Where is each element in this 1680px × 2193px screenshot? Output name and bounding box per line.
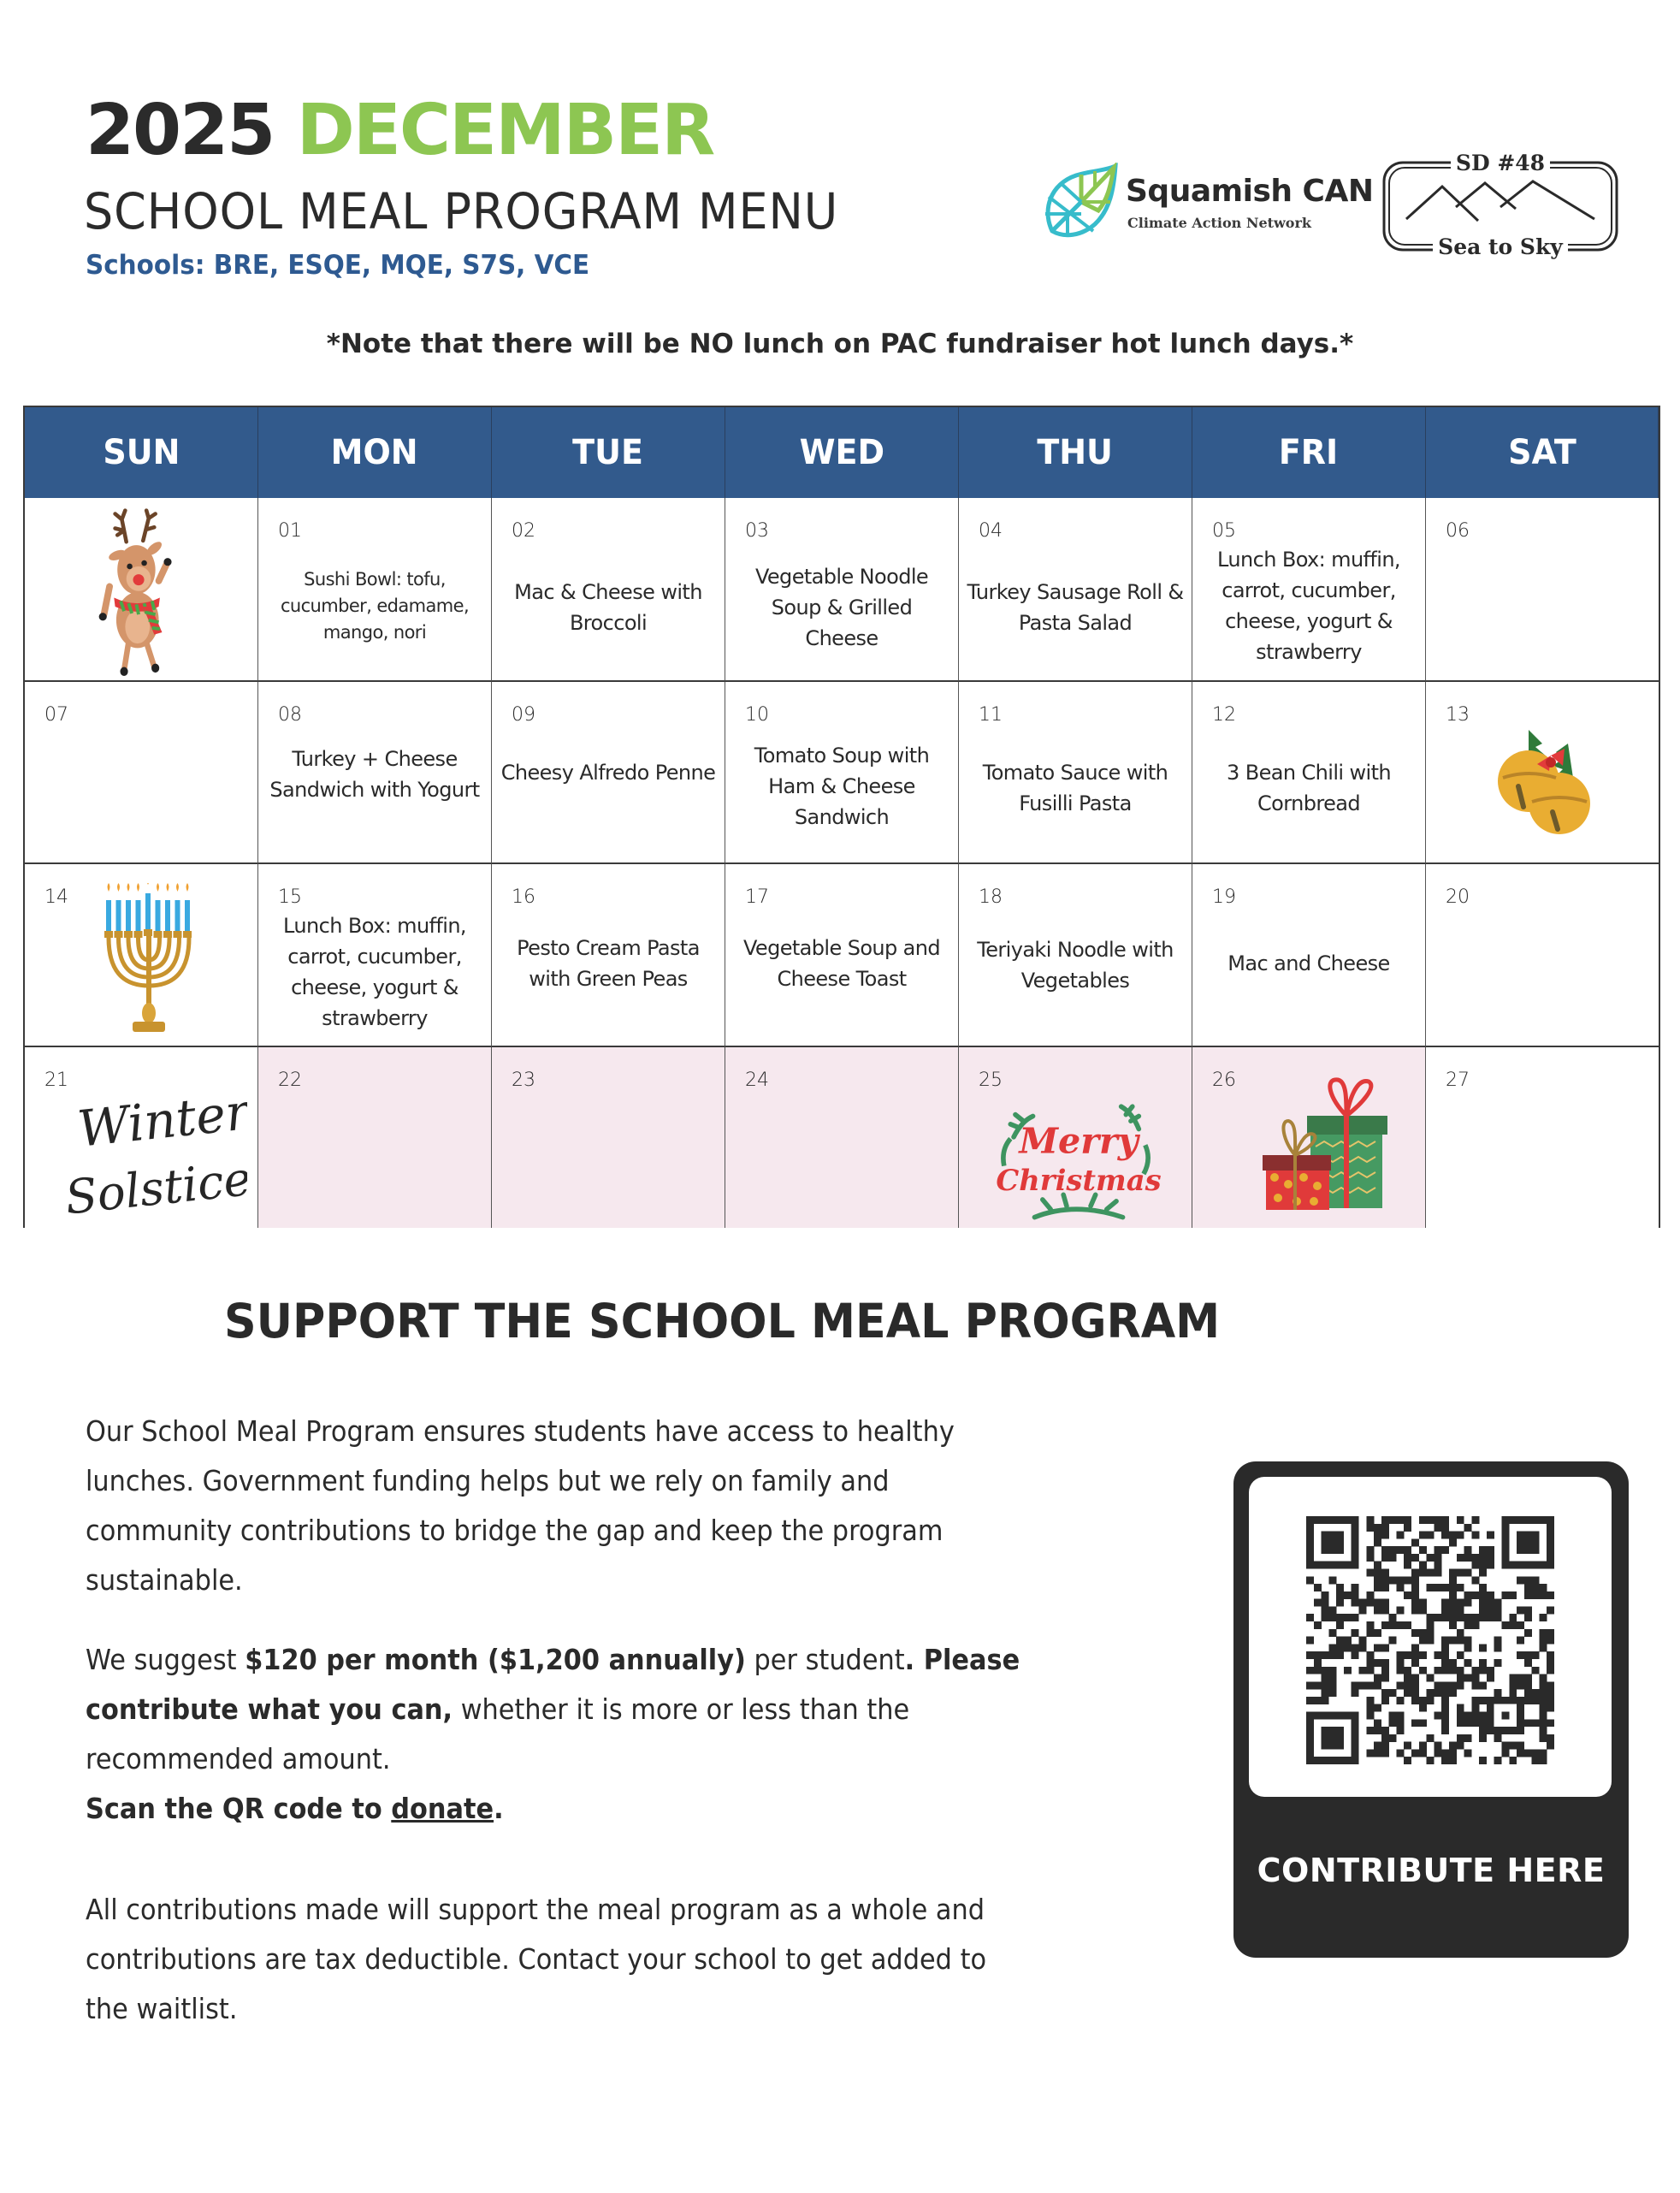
day-number: 05 <box>1212 520 1236 542</box>
day-header-label: SAT <box>1507 433 1576 472</box>
calendar-day-cell <box>492 864 725 1047</box>
calendar-day-cell <box>1192 682 1426 864</box>
paragraph-line <box>86 1635 1109 1685</box>
meal-item: Vegetable Soup and Cheese Toast <box>742 936 941 991</box>
svg-text:Solstice: Solstice <box>62 1151 247 1225</box>
donate-link[interactable]: donate <box>391 1792 494 1825</box>
calendar-day-cell <box>1192 864 1426 1047</box>
day-number: 06 <box>1446 520 1470 542</box>
text-run: whether it is more or less than the <box>453 1692 910 1726</box>
day-header-label: TUE <box>572 433 644 472</box>
svg-text:Winter: Winter <box>74 1088 247 1159</box>
calendar-day-cell <box>1192 1047 1426 1228</box>
meal-item: 3 Bean Chili with Cornbread <box>1227 761 1391 815</box>
meal-item: Mac & Cheese with Broccoli <box>514 580 702 635</box>
meal-item: Tomato Soup with Ham & Cheese Sandwich <box>754 744 930 829</box>
text-run-bold: . <box>494 1792 504 1825</box>
day-number: 03 <box>745 520 769 542</box>
calendar-day-cell <box>492 498 725 682</box>
paragraph-line: contributions are tax deductible. Contact your school to get added to <box>86 1942 987 1976</box>
meal-item: Teriyaki Noodle with Vegetables <box>977 938 1174 993</box>
meal-item: Turkey Sausage Roll & Pasta Salad <box>967 580 1184 635</box>
schools-list: Schools: BRE, ESQE, MQE, S7S, VCE <box>86 250 590 281</box>
day-number: 17 <box>745 886 769 908</box>
day-header-thu <box>959 407 1192 498</box>
day-header-sun <box>25 407 258 498</box>
calendar-day-cell <box>959 682 1192 864</box>
sd48-logo <box>1381 152 1620 260</box>
svg-text:Merry: Merry <box>1019 1119 1139 1162</box>
paragraph-line: lunches. Government funding helps but we rely on family and <box>86 1464 890 1497</box>
calendar-day-cell <box>25 682 258 864</box>
jingle-bells-icon <box>1494 718 1597 842</box>
menorah-icon <box>102 883 196 1041</box>
day-number: 16 <box>512 886 535 908</box>
day-number: 24 <box>745 1070 769 1091</box>
suggested-amount: $120 per month ($1,200 annually) <box>245 1643 746 1676</box>
calendar-day-cell <box>25 1047 258 1228</box>
day-header-mon <box>258 407 492 498</box>
day-number: 02 <box>512 520 535 542</box>
calendar-day-cell <box>725 864 959 1047</box>
day-number: 10 <box>745 704 769 726</box>
day-number: 20 <box>1446 886 1470 908</box>
meal-item: Turkey + Cheese Sandwich with Yogurt <box>269 747 480 802</box>
day-header-label: MON <box>331 433 418 472</box>
calendar-day-cell <box>258 864 492 1047</box>
tax-info <box>86 1885 1198 2034</box>
day-number: 01 <box>278 520 302 542</box>
day-header-label: WED <box>799 433 884 472</box>
meal-item: Pesto Cream Pasta with Green Peas <box>517 936 700 991</box>
calendar-day-cell <box>25 498 258 682</box>
meal-item: Tomato Sauce with Fusilli Pasta <box>982 761 1168 815</box>
squamish-can-tagline: Climate Action Network <box>1127 215 1311 231</box>
text-run-bold: . Please <box>904 1643 1020 1676</box>
qr-frame <box>1249 1477 1612 1797</box>
meal-item: Sushi Bowl: tofu, cucumber, edamame, mango, nori <box>280 569 470 643</box>
day-number: 25 <box>979 1070 1003 1091</box>
day-number: 18 <box>979 886 1003 908</box>
day-number: 13 <box>1446 704 1470 726</box>
meal-item: Lunch Box: muffin, carrot, cucumber, cheese, yogurt & strawberry <box>283 914 466 1030</box>
sea-to-sky-label: Sea to Sky <box>1381 236 1620 258</box>
calendar-day-cell <box>959 864 1192 1047</box>
day-number: 23 <box>512 1070 535 1091</box>
day-number: 09 <box>512 704 535 726</box>
squamish-can-name: Squamish CAN <box>1126 174 1374 209</box>
text-run: per student <box>745 1643 905 1676</box>
reindeer-icon <box>76 508 204 680</box>
paragraph-line: recommended amount. <box>86 1742 391 1775</box>
paragraph-line: sustainable. <box>86 1563 243 1597</box>
sd48-label: SD #48 <box>1381 152 1620 174</box>
contribute-qr-card[interactable] <box>1233 1461 1629 1958</box>
calendar-day-cell <box>725 1047 959 1228</box>
calendar-day-cell <box>492 1047 725 1228</box>
day-number: 07 <box>44 704 68 726</box>
page-title <box>86 90 714 171</box>
day-number: 08 <box>278 704 302 726</box>
day-number: 04 <box>979 520 1003 542</box>
calendar-day-cell <box>1426 1047 1659 1228</box>
day-header-tue <box>492 407 725 498</box>
day-number: 22 <box>278 1070 302 1091</box>
day-number: 11 <box>979 704 1003 726</box>
calendar-grid <box>23 406 1660 1228</box>
calendar-day-cell <box>725 682 959 864</box>
paragraph-line <box>86 1685 1109 1734</box>
winter-solstice-lettering <box>59 1088 247 1228</box>
day-number: 21 <box>44 1070 68 1091</box>
calendar-day-cell <box>492 682 725 864</box>
meal-item: Cheesy Alfredo Penne <box>500 761 716 785</box>
svg-text:Christmas: Christmas <box>996 1162 1162 1197</box>
support-section-title: SUPPORT THE SCHOOL MEAL PROGRAM <box>224 1294 1221 1348</box>
text-run: We suggest <box>86 1643 245 1676</box>
calendar-day-cell <box>25 864 258 1047</box>
day-header-label: THU <box>1037 433 1114 472</box>
day-number: 15 <box>278 886 302 908</box>
program-description <box>86 1407 1198 1605</box>
text-run-bold: Scan the QR code to <box>86 1792 392 1825</box>
page-subtitle: SCHOOL MEAL PROGRAM MENU <box>84 182 839 240</box>
day-header-wed <box>725 407 959 498</box>
merry-christmas-lettering <box>993 1097 1164 1228</box>
paragraph-line: community contributions to bridge the gap and keep the program <box>86 1514 944 1547</box>
paragraph-line: Our School Meal Program ensures students have access to healthy <box>86 1414 955 1448</box>
meal-item: Vegetable Noodle Soup & Grilled Cheese <box>754 565 929 650</box>
day-number: 12 <box>1212 704 1236 726</box>
calendar-day-cell <box>1426 682 1659 864</box>
leaf-logo-icon <box>1042 163 1119 240</box>
day-number: 14 <box>44 886 68 908</box>
title-month: DECEMBER <box>296 90 714 171</box>
calendar-day-cell <box>725 498 959 682</box>
day-number: 19 <box>1212 886 1236 908</box>
text-run-bold: contribute what you can, <box>86 1692 453 1726</box>
contribute-here-label: CONTRIBUTE HERE <box>1257 1852 1606 1889</box>
day-header-sat <box>1426 407 1659 498</box>
meal-item: Mac and Cheese <box>1227 951 1390 975</box>
paragraph-line <box>86 1784 1109 1834</box>
day-header-label: FRI <box>1279 433 1339 472</box>
day-number: 26 <box>1212 1070 1236 1091</box>
no-lunch-note: *Note that there will be NO lunch on PAC fundraiser hot lunch days.* <box>326 329 1354 359</box>
paragraph-line: the waitlist. <box>86 1992 238 2025</box>
gift-boxes-icon <box>1261 1073 1389 1214</box>
paragraph-line: All contributions made will support the meal program as a whole and <box>86 1893 985 1926</box>
day-header-label: SUN <box>102 433 180 472</box>
qr-code-icon[interactable] <box>1302 1516 1559 1764</box>
calendar-day-cell <box>258 1047 492 1228</box>
calendar-day-cell <box>959 1047 1192 1228</box>
meal-item: Lunch Box: muffin, carrot, cucumber, cheese, yogurt & strawberry <box>1217 548 1400 664</box>
title-year: 2025 <box>86 90 275 171</box>
calendar-day-cell <box>959 498 1192 682</box>
calendar-day-cell <box>1426 498 1659 682</box>
calendar-day-cell <box>1426 864 1659 1047</box>
calendar-day-cell <box>1192 498 1426 682</box>
squamish-can-logo <box>1042 163 1374 240</box>
day-header-fri <box>1192 407 1426 498</box>
calendar-day-cell <box>258 498 492 682</box>
calendar-day-cell <box>258 682 492 864</box>
suggested-contribution <box>86 1635 1198 1834</box>
day-number: 27 <box>1446 1070 1470 1091</box>
